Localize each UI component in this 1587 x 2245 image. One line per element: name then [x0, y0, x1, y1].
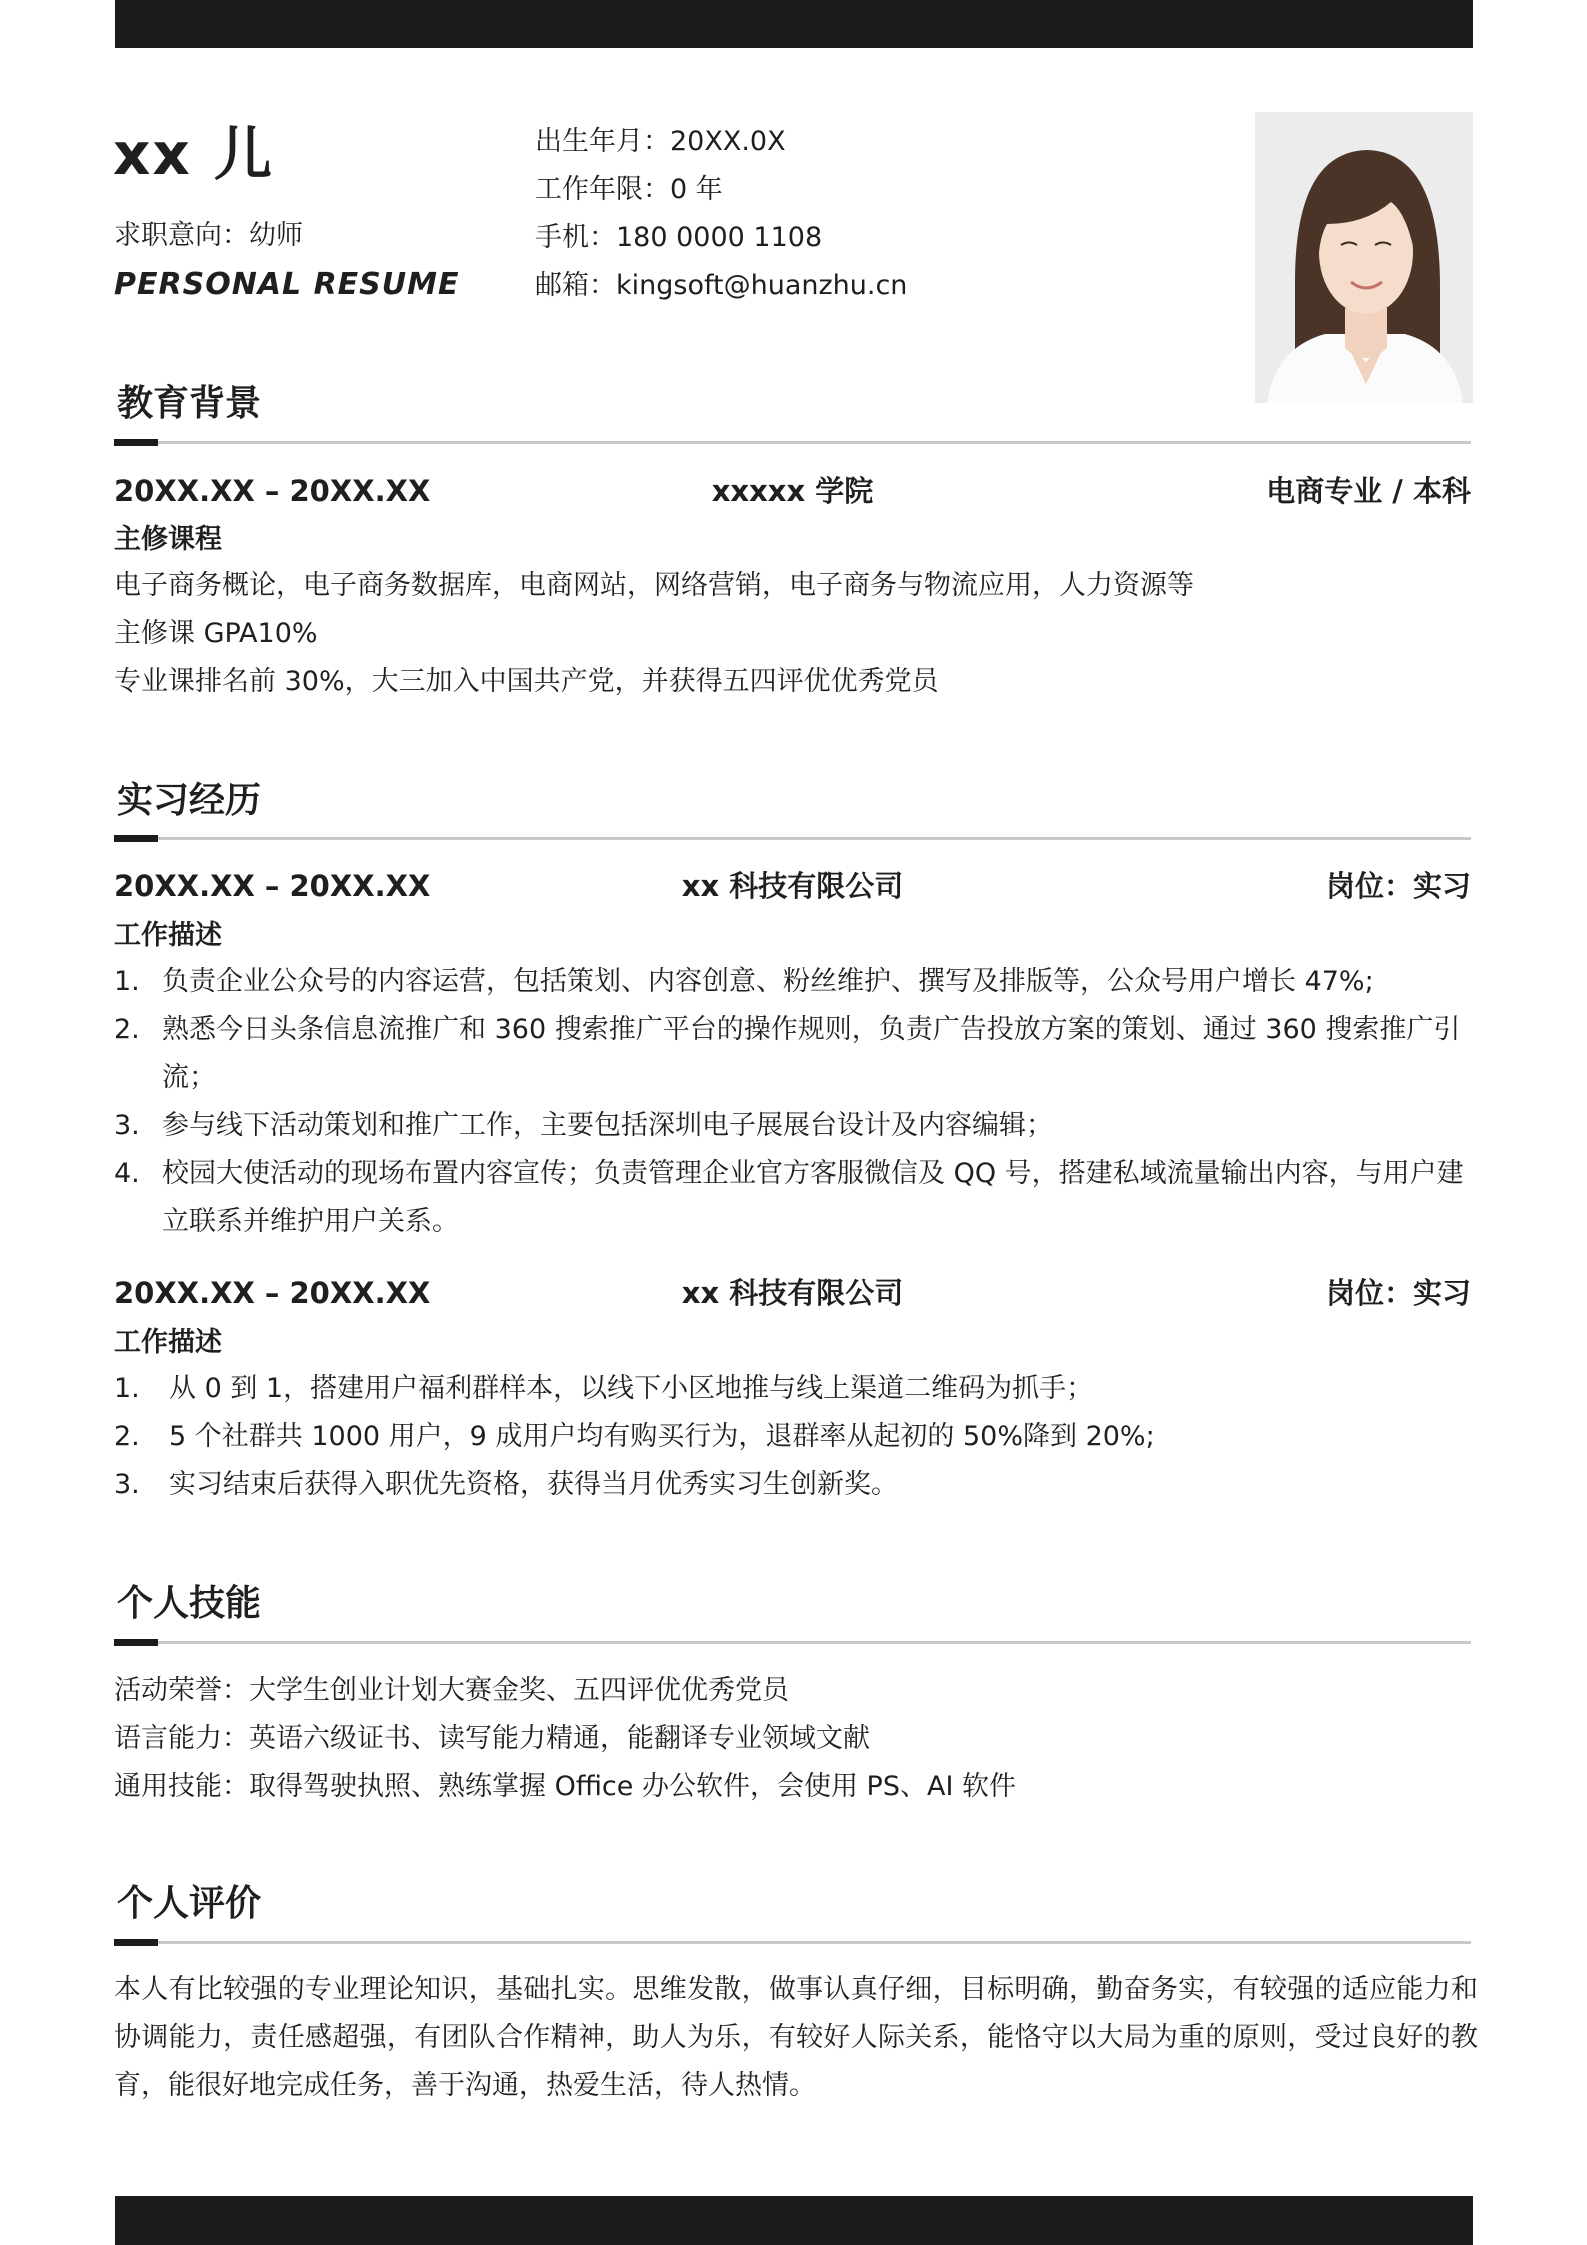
education-period: 20XX.XX – 20XX.XX [114, 474, 431, 508]
job-2-duties [114, 1365, 1474, 1509]
job-position: 岗位：实习 [1325, 1276, 1471, 1310]
list-item: 2. 5 个社群共 1000 用户，9 成用户均有购买行为，退群率从起初的 50%降到 20%; [114, 1421, 1155, 1452]
ranking-line: 专业课排名前 30%，大三加入中国共产党，并获得五四评优优秀党员 [114, 666, 939, 697]
course-list: 电子商务概论，电子商务数据库，电商网站，网络营销，电子商务与物流应用，人力资源等 [114, 570, 1194, 601]
evaluation-divider [114, 1941, 1471, 1944]
list-item: 1. 负责企业公众号的内容运营，包括策划、内容创意、粉丝维护、撰写及排版等，公众号用户增长 47%; [114, 966, 1374, 997]
job-position: 岗位：实习 [1325, 869, 1471, 903]
evaluation-accent [114, 1939, 158, 1946]
skills-accent [114, 1639, 158, 1646]
job-period: 20XX.XX – 20XX.XX [114, 869, 431, 903]
profile-photo [1255, 112, 1473, 403]
honors-line: 活动荣誉：大学生创业计划大赛金奖、五四评优优秀党员 [114, 1675, 789, 1706]
gpa-line: 主修课 GPA10% [114, 618, 318, 649]
self-evaluation-text: 本人有比较强的专业理论知识，基础扎实。思维发散，做事认真仔细，目标明确，勤奋务实，有较强的适应能力和协调能力，责任感超强，有团队合作精神，助人为乐，有较好人际关系，能恪守以大局为重的原则，受过良好的教育，能很好地完成任务，善于沟通，热爱生活，待人热情。 [114, 1974, 1478, 2101]
work-years: 工作年限：0 年 [535, 174, 723, 205]
list-item: 1. 从 0 到 1，搭建用户福利群样本，以线下小区地推与线上渠道二维码为抓手； [114, 1373, 1094, 1404]
job-1-duties [114, 958, 1474, 1246]
company-name: xx 科技有限公司 [681, 1276, 904, 1310]
skills-divider [114, 1641, 1471, 1644]
phone-number: 手机：180 0000 1108 [535, 222, 823, 253]
list-item: 3. 参与线下活动策划和推广工作，主要包括深圳电子展展台设计及内容编辑； [114, 1110, 1053, 1141]
skills-list [114, 1667, 1474, 1811]
education-details [114, 562, 1474, 706]
list-item: 2. 熟悉今日头条信息流推广和 360 搜索推广平台的操作规则，负责广告投放方案的策划、通过 360 搜索推广引流； [114, 1014, 1461, 1093]
bottom-decorative-bar [115, 2196, 1473, 2245]
skills-section-title: 个人技能 [117, 1583, 262, 1624]
company-name: xx 科技有限公司 [681, 869, 904, 903]
job-row-2 [114, 1273, 1471, 1313]
job-period: 20XX.XX – 20XX.XX [114, 1276, 431, 1310]
job-description-title: 工作描述 [114, 920, 222, 951]
list-item: 3. 实习结束后获得入职优先资格，获得当月优秀实习生创新奖。 [114, 1469, 898, 1500]
school-name: xxxxx 学院 [711, 474, 874, 508]
applicant-name: xx 儿 [113, 120, 275, 188]
general-skills-line: 通用技能：取得驾驶执照、熟练掌握 Office 办公软件，会使用 PS、AI 软件 [114, 1771, 1016, 1802]
major-degree: 电商专业 / 本科 [1266, 474, 1471, 508]
email-address: 邮箱：kingsoft@huanzhu.cn [535, 270, 908, 301]
courses-title: 主修课程 [114, 524, 222, 555]
birth-date: 出生年月：20XX.0X [535, 126, 786, 157]
internship-accent [114, 835, 158, 842]
education-accent [114, 439, 158, 446]
language-line: 语言能力：英语六级证书、读写能力精通，能翻译专业领域文献 [114, 1723, 870, 1754]
list-item: 4. 校园大使活动的现场布置内容宣传；负责管理企业官方客服微信及 QQ 号，搭建私域流量输出内容，与用户建立联系并维护用户关系。 [114, 1158, 1464, 1237]
education-divider [114, 441, 1471, 444]
internship-divider [114, 837, 1471, 840]
job-description-title: 工作描述 [114, 1327, 222, 1358]
job-objective: 求职意向：幼师 [114, 220, 303, 251]
personal-info [535, 118, 907, 310]
top-decorative-bar [115, 0, 1473, 48]
internship-section-title: 实习经历 [117, 780, 262, 821]
education-section-title: 教育背景 [117, 383, 262, 424]
job-row-1 [114, 866, 1471, 906]
evaluation-section-title: 个人评价 [117, 1883, 262, 1924]
education-row [114, 471, 1471, 511]
resume-slogan: PERSONAL RESUME [114, 267, 460, 302]
